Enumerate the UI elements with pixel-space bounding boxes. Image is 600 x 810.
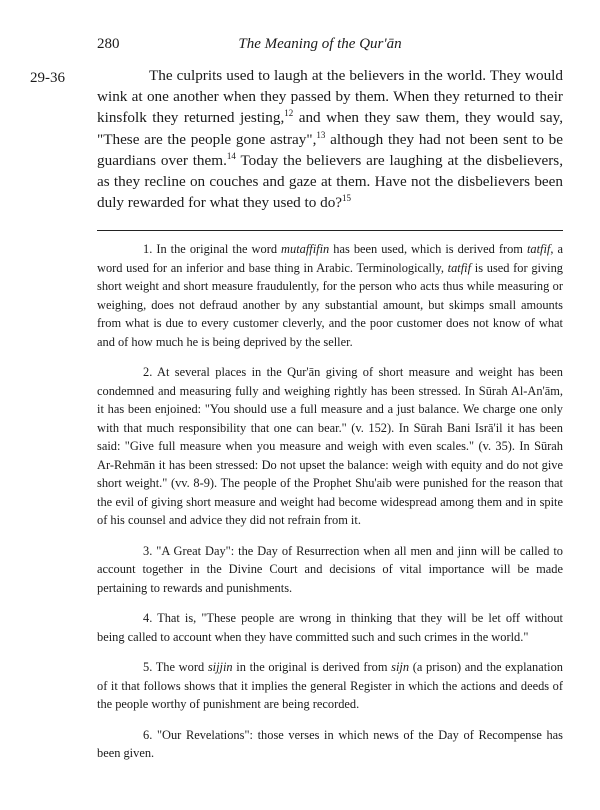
note-text: 1. In the original the word — [143, 242, 282, 256]
note-term: tatfif — [447, 260, 472, 275]
main-text-part: The culprits used to laugh at the believers in the world. They would wink at one another when they passed by them. When they returned to their kinsfolk they returned jesting, — [97, 67, 563, 127]
main-text-part: although they had not been sent to be guardians over them. — [97, 130, 563, 169]
note-term: sijjin — [207, 660, 233, 674]
note-text: 5. The word — [143, 660, 208, 674]
note-6: 6. "Our Revelations": those verses in which news of the Day of Recompense has been given. — [97, 727, 563, 760]
note-5 — [97, 658, 563, 714]
note-text: (a prison) and the explanation of it that follows shows that it implies the general Register in which the actions and deeds of the people worthy of punishment are being recorded. — [97, 660, 563, 711]
note-text: has been used, which is derived from — [329, 242, 527, 256]
note-term: sijn — [391, 660, 410, 674]
verse-reference: 29-36 — [30, 70, 65, 86]
note-2: 2. At several places in the Qur'ān giving of short measure and weight has been condemned and measuring fully and weighing rightly has been stressed. In Sūrah Al-An'ām, it has been enjoined: "You should use a full measure and a just balance. We charge one only with that much responsibility that one can bear." (v. 152). In Sūrah Bani Isrā'il it has been said: "Give full measure when you measure and weigh with even scales." (v. 35). In Sūrah Ar-Rehmān it has been stressed: Do not upset the balance: weigh with equity and do not give short weight." (vv. 8-9). The people of the Prophet Shu'aib were punished for the reason that the evil of giving short measure and weight had become widespread among them and in spite of his counsel and advice they did not refrain from it. — [97, 365, 563, 527]
note-1 — [97, 240, 563, 351]
notes-section — [97, 240, 563, 775]
footnote-ref-15: 15 — [342, 193, 352, 204]
note-text: is used for giving short weight and short measure fraudulently, for the person who acts thus while measuring or weighing, does not defraud another by any substantial amount, but skimps small amounts from what is due to every customer cleverly, and the poor customer does not know of what and of how much he is being deprived by the seller. — [97, 260, 563, 349]
note-4: 4. That is, "These people are wrong in thinking that they will be let off without being called to account when they have committed such and such crimes in the world." — [97, 611, 563, 644]
running-title: The Meaning of the Qur'ān — [238, 36, 402, 52]
main-translation-paragraph — [97, 65, 563, 213]
main-text-part: and when they saw them, they would say, "These are the people gone astray", — [97, 109, 563, 148]
footnote-ref-14: 14 — [226, 150, 236, 161]
main-text-part: Today the believers are laughing at the disbelievers, as they recline on couches and gaze at them. Have not the disbelievers been duly rewarded for what they used to do? — [97, 151, 563, 212]
note-text: in the original is derived from — [232, 660, 392, 674]
footnote-ref-12: 12 — [284, 108, 294, 119]
note-3: 3. "A Great Day": the Day of Resurrection when all men and jinn will be called to account together in the Divine Court and decisions of vital importance will be made pertaining to rewards and punishments. — [97, 543, 563, 595]
note-term: tatfif — [526, 242, 551, 256]
notes-divider — [97, 230, 563, 231]
footnote-ref-13: 13 — [316, 129, 326, 140]
note-term: mutaffifin — [281, 242, 330, 256]
note-text: , a word used for an inferior and base thing in Arabic. Terminologically, — [97, 242, 563, 275]
page-number: 280 — [97, 36, 120, 52]
